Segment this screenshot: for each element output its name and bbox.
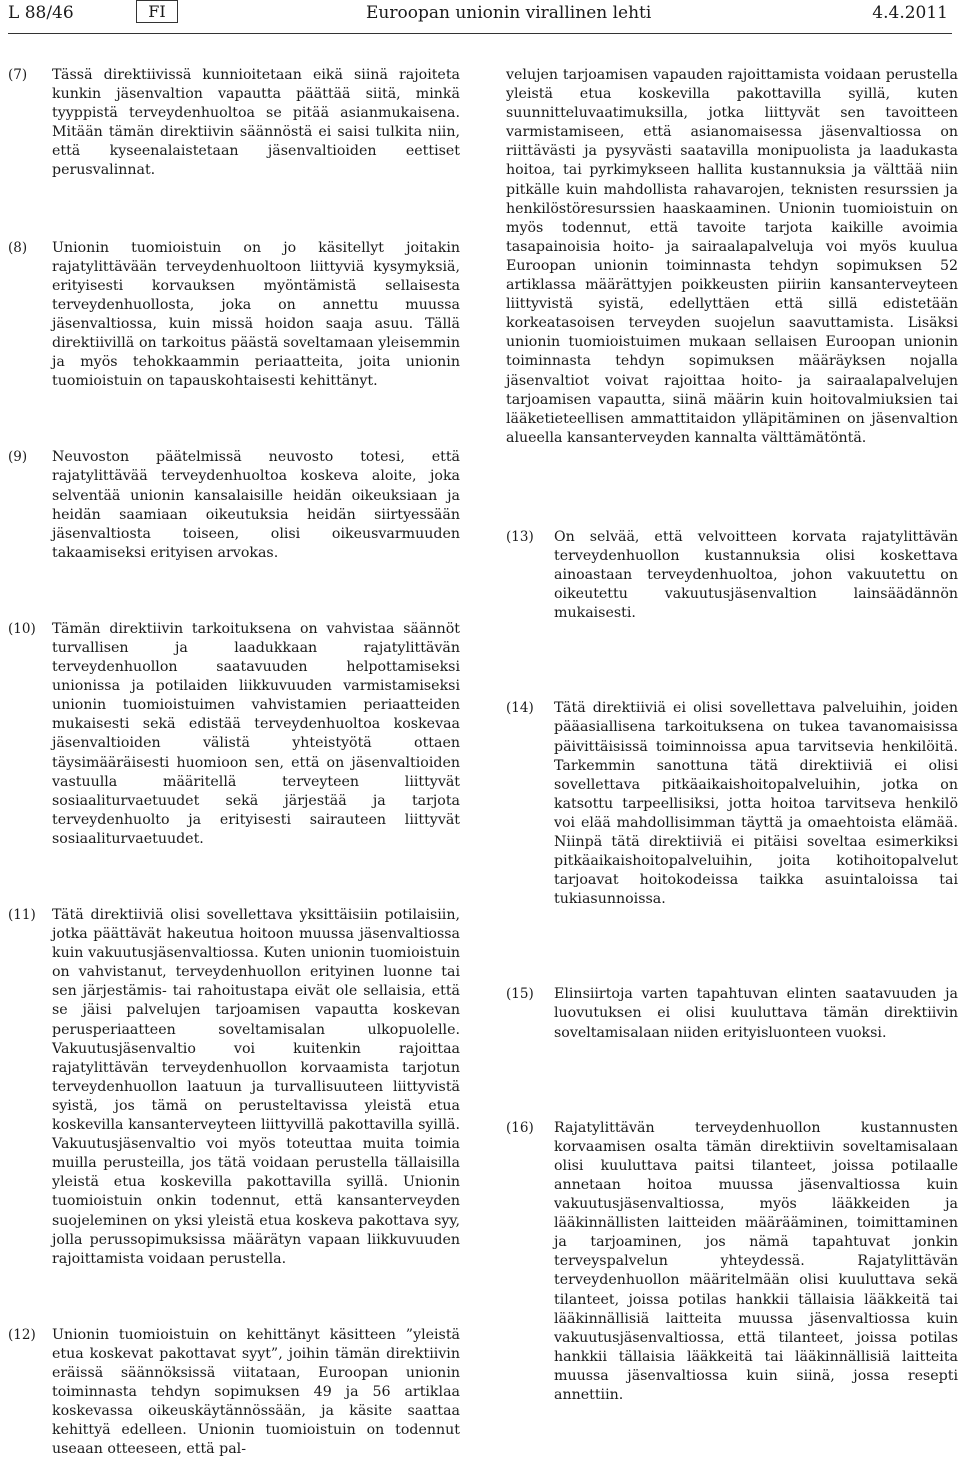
recital-text: Elinsiirtoja varten tapahtuvan elinten saatavuuden ja luovutuksen ei olisi kuuluttava tämän direktiivin soveltamisalaan niiden erityisluonteen vuoksi.	[554, 986, 958, 1041]
recital-16	[506, 1119, 958, 1405]
recital-text: Tässä direktiivissä kunnioitetaan eikä siinä rajoiteta kunkin jäsenvaltion vapautta päättää siitä, minkä tyyppistä terveydenhuoltoa se pitää asianmukaisena. Mitään tämän direktiivin säännöstä ei saisi tulkita niin, että kyseenalaistetaan jäsenvaltioiden eettiset perusvalinnat.	[52, 67, 460, 179]
recital-text: Neuvoston päätelmissä neuvosto totesi, että rajatylittävää terveydenhuoltoa koskeva aloite, joka selventää unionin kansalaisille heidän oikeuksiaan ja heidän saamiaan oikeutuksia heidän siirtyessään jäsenvaltiosta toiseen, olisi oikeusvarmuuden takaamiseksi erityisen arvokas.	[52, 449, 460, 561]
recital-number: (16)	[506, 1119, 534, 1136]
publication-date: 4.4.2011	[872, 3, 948, 23]
recital-text: Tämän direktiivin tarkoituksena on vahvistaa säännöt turvallisen ja laadukkaan rajatylittävän terveydenhuollon saatavuuden helpottamiseksi unionissa ja potilaiden liikkuvuuden varmistamiseksi unionin tuomioistuimen vahvistamien periaatteiden mukaisesti sekä edistää terveydenhuoltoa koskevaa jäsenvaltioiden välistä yhteistyötä ottaen täysimääräisesti huomioon sen, että on jäsenvaltioiden vastuulla määritellä terveyteen liittyvät sosiaaliturvaetuudet sekä järjestää ja tarjota terveydenhuolto ja erityisesti sairauteen liittyvät sosiaaliturvaetuudet.	[52, 620, 460, 847]
recital-text: Tätä direktiiviä ei olisi sovellettava palveluihin, joiden pääasiallisena tarkoituksena on tukea tavanomaisissa päivittäisissä toiminnoissa apua tarvitsevia henkilöitä. Tarkemmin sanottuna tätä direktiiviä ei olisi sovellettava pitkäaikaishoitopalveluihin, jotka on katsottu tarpeellisiksi, jotta hoitoa tarvitseva henkilö voi elää mahdollisimman täyttä ja omaehtoista elämää. Niinpä tätä direktiiviä ei pitäisi soveltaa esimerkiksi pitkäaikaishoitopalveluihin, joita kotihoitopalvelut tarjoavat hoitokodeissa taikka asuintaloissa tai tukiasunnoissa.	[554, 700, 958, 908]
recital-number: (12)	[8, 1326, 36, 1343]
right-column	[506, 66, 958, 1405]
recital-14	[506, 699, 958, 909]
recital-number: (9)	[8, 449, 28, 466]
recital-number: (14)	[506, 700, 534, 717]
recital-text: On selvää, että velvoitteen korvata rajatylittävän terveydenhuollon kustannuksia olisi koskettava ainoastaan terveydenhuoltoa, johon vakuutettu on oikeutettu vakuutusjäsenvaltion lainsäädännön mukaisesti.	[554, 528, 958, 622]
recital-12	[8, 1326, 460, 1459]
recital-12-continuation: velujen tarjoamisen vapauden rajoittamista voidaan perustella yleistä etua koskevilla pakottavilla syillä, kuten suunnitteluvaatimuksilla, jotka liittyvät sen tavoitteen varmistamiseen, että asianomaisessa jäsenvaltiossa on riittävästi ja pysyvästi saatavilla monipuolista ja laadukasta hoitoa, tai pyrkimykseen hallita kustannuksia ja välttää niin pitkälle kuin mahdollista rahavarojen, teknisten resurssien ja henkilöstöresurssien haaskaaminen. Unionin tuomioistuin on myös todennut, että tavoite tarjota kaikille avoimia tasapainoisia hoito- ja sairaalapalveluja voi myös kuulua Euroopan unionin toiminnasta tehdyn sopimuksen 52 artiklassa määrättyjen poikkeusten piiriin kansanterveyteen liittyvistä syistä, edellyttäen että sillä edistetään korkeatasoisen terveyden suojelun saavuttamista. Lisäksi unionin tuomioistuimen mukaan sellaisen Euroopan unionin toiminnasta tehdyn sopimuksen määräyksen nojalla jäsenvaltiot voivat rajoittaa hoito- ja sairaalapalvelujen tarjoamisen vapautta, siinä määrin kuin hoitovalmiuksien tai lääketieteellisen ammattitaidon ylläpitäminen on jäsenvaltion alueella kansanterveyden kannalta välttämätöntä.	[506, 67, 958, 446]
recital-text: Unionin tuomioistuin on jo käsitellyt joitakin rajatylittävään terveydenhuoltoon liittyviä kysymyksiä, erityisesti korvauksen myöntämistä sellaisesta terveydenhuollosta, joka on annettu muussa jäsenvaltiossa, kuin missä hoidon saaja asuu. Tällä direktiivillä on tarkoitus päästä soveltamaan yleisemmin ja myös tehokkaammin periaatteita, joita unionin tuomioistuin on tapauskohtaisesti kehittänyt.	[52, 239, 460, 390]
recital-number: (7)	[8, 67, 28, 83]
recital-number: (11)	[8, 907, 36, 923]
recital-text: Rajatylittävän terveydenhuollon kustannusten korvaamisen osalta tämän direktiivin soveltamisalaan olisi kuuluttava paitsi tilanteet, joissa potilaalle annetaan hoitoa muussa jäsenvaltiossa kuin vakuutusjäsenvaltiossa, myös lääkkeiden ja lääkinnällisten laitteiden määrääminen, toimittaminen ja tarjoaminen, jos nämä tapahtuvat jonkin terveyspalvelun yhteydessä. Rajatylittävän terveydenhuollon määritelmään olisi kuuluttava sekä tilanteet, joissa potilas hankkii tällaisia lääkkeitä tai lääkinnällisiä laitteita muussa jäsenvaltiossa kuin vakuutusjäsenvaltiossa, että tilanteet, joissa potilas hankkii tällaisia lääkkeitä tai lääkinnällisiä laitteita muussa jäsenvaltiossa kuin siinä, jossa resepti annettiin.	[554, 1119, 958, 1403]
journal-title: Euroopan unionin virallinen lehti	[366, 3, 652, 23]
language-code-box: FI	[136, 0, 178, 23]
header-rule	[8, 33, 952, 34]
recital-text: Tätä direktiiviä olisi sovellettava yksittäisiin potilaisiin, jotka päättävät hakeutua hoitoon muussa jäsenvaltiossa kuin vakuutusjäsenvaltiossa. Kuten unionin tuomioistuin on vahvistanut, terveydenhuollon erityinen luonne tai sen järjestämis- tai rahoitustapa eivät ole sellaisia, että se jäisi palvelujen tarjoamisen vapautta koskevan perusperiaatteen soveltamisalan ulkopuolelle. Vakuutusjäsenvaltio voi kuitenkin rajoittaa rajatylittävän terveydenhuollon korvaamista tarjotun terveydenhuollon laatuun ja turvallisuuteen liittyvistä syistä, jos tämä on perusteltavissa yleistä etua koskevilla kansanterveyteen liittyvillä pakottavilla syillä. Vakuutusjäsenvaltio voi myös toteuttaa muita toimia muilla perusteilla, jos tätä voidaan perustella tällaisilla yleistä etua koskevilla pakottavilla syillä. Unionin tuomioistuin onkin todennut, että kansanterveyden suojeleminen on yksi yleistä etua koskeva pakottava syy, jolla perussopimuksissa määrätyn vapaan liikkuvuuden rajoittamista voidaan perustella.	[52, 907, 460, 1267]
recital-text: Unionin tuomioistuin on kehittänyt käsitteen ”yleistä etua koskevat pakottavat syyt”, joihin tämän direktiivin eräissä säännöksissä viitataan, Euroopan unionin toiminnasta tehdyn sopimuksen 49 ja 56 artiklaa koskevassa oikeuskäytännössään, ja käsite saattaa kehittyä edelleen. Unionin tuomioistuin on todennut useaan otteeseen, että pal-	[52, 1326, 460, 1458]
recital-8	[8, 239, 460, 392]
recital-13	[506, 528, 958, 623]
recital-number: (13)	[506, 528, 534, 545]
recital-number: (10)	[8, 620, 36, 637]
recital-number: (15)	[506, 986, 534, 1003]
recital-7	[8, 66, 460, 181]
recital-11	[8, 906, 460, 1269]
recital-15	[506, 985, 958, 1042]
recital-number: (8)	[8, 239, 28, 256]
left-column	[8, 66, 460, 1459]
recital-9	[8, 448, 460, 563]
page-number: L 88/46	[8, 3, 74, 23]
recital-10	[8, 620, 460, 849]
page-header	[0, 0, 960, 34]
